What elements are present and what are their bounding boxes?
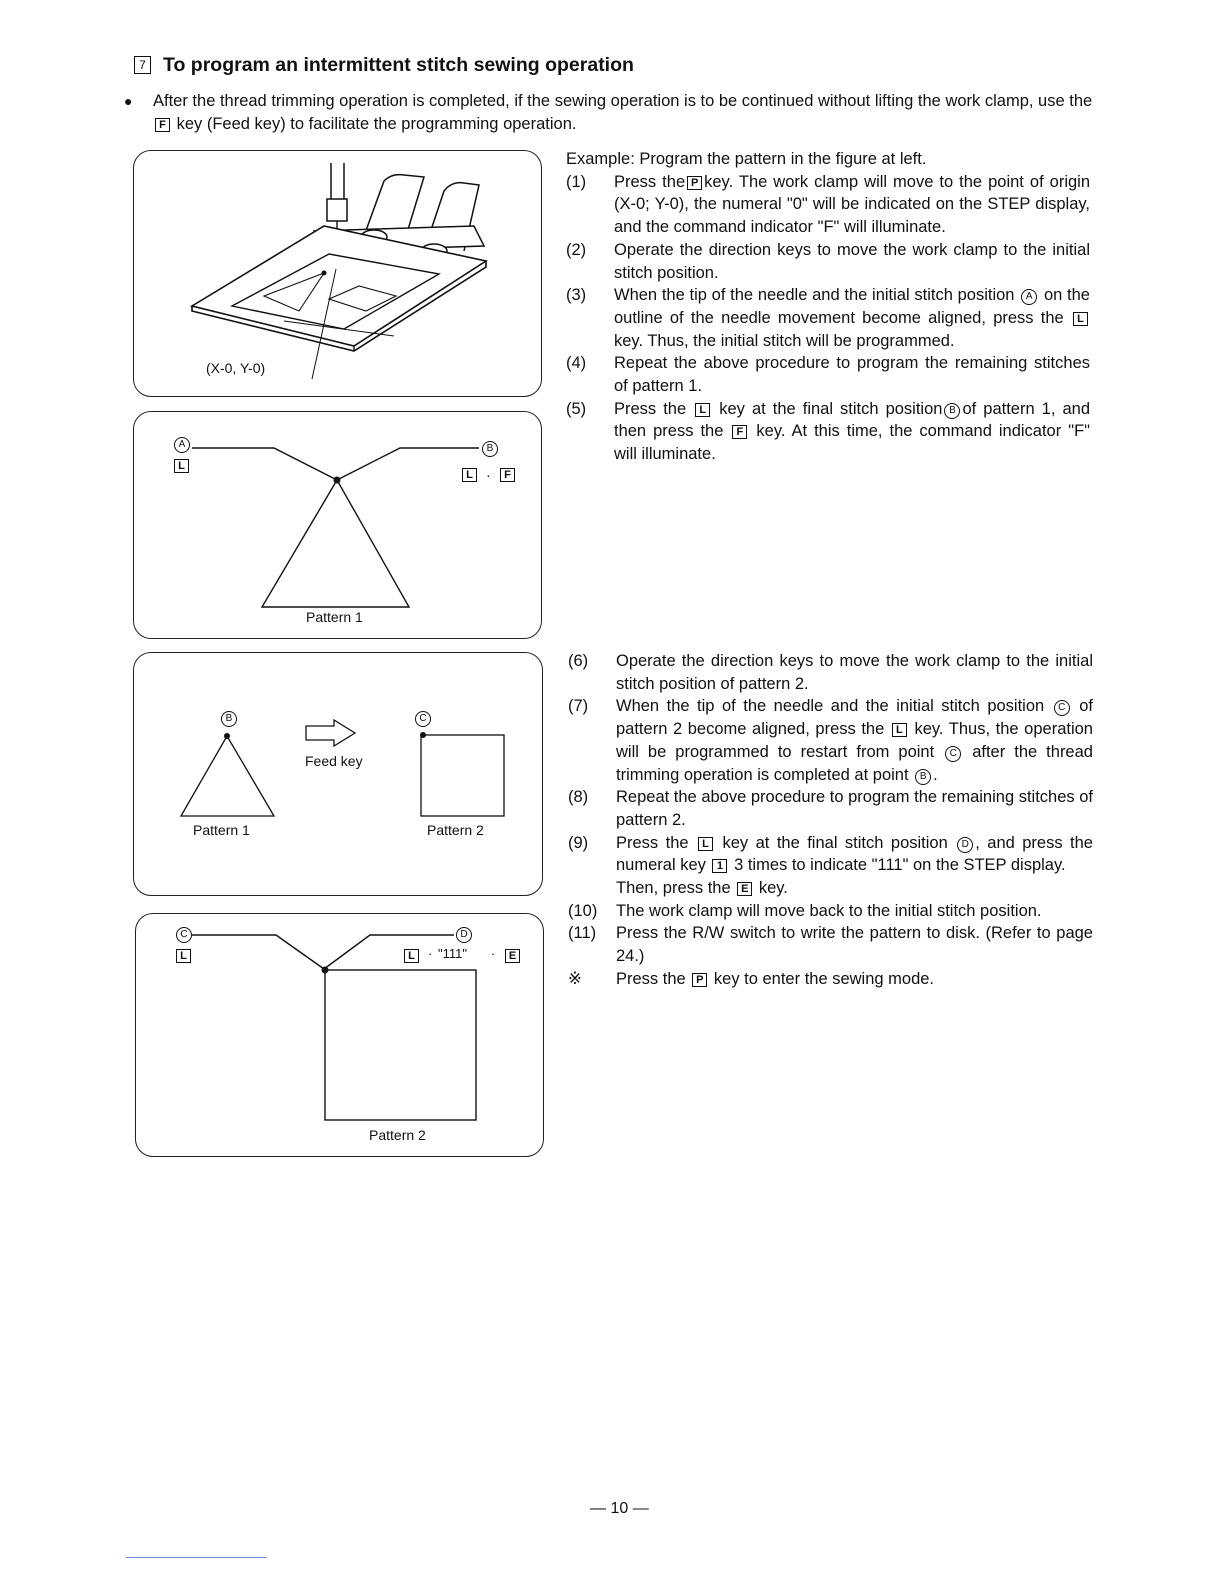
step-text: When the tip of the needle and the initial stitch position [616, 697, 1045, 716]
machine-illustration [134, 151, 541, 396]
feed-key-label: Feed key [305, 753, 363, 769]
step-text: key. Thus, the initial stitch will be programmed. [614, 331, 955, 350]
step-11 [568, 922, 1093, 967]
step-text: key. [758, 879, 788, 898]
section-number: 7 [134, 56, 151, 74]
steps-block-1 [566, 148, 1090, 466]
step-number: (4) [566, 354, 587, 373]
step-7 [568, 695, 1093, 786]
point-d-marker: D [456, 927, 472, 943]
step-9 [568, 832, 1093, 900]
intro-paragraph [124, 90, 1104, 136]
step-3 [566, 284, 1090, 352]
step-text: The work clamp will move back to the initial stitch position. [616, 901, 1042, 920]
step-text: Then, press the [616, 879, 731, 898]
point-c-marker: C [1054, 700, 1070, 716]
l-key-icon: L [695, 403, 710, 417]
step-number: (7) [568, 697, 589, 716]
feed-key-diagram [134, 653, 542, 895]
figure-machine [133, 150, 542, 397]
step-text: . [933, 765, 938, 784]
pattern2-caption: Pattern 2 [427, 822, 484, 838]
step-text: Press the [614, 399, 687, 418]
origin-label: (X-0, Y-0) [206, 360, 266, 376]
note [568, 968, 1093, 991]
section-heading [134, 54, 634, 77]
l-key-icon: L [462, 468, 477, 482]
point-d-marker: D [957, 837, 973, 853]
step-text: key at the final stitch position [722, 833, 948, 852]
feed-key-icon: F [155, 118, 170, 132]
f-key-icon: F [500, 468, 515, 482]
pattern2-square [325, 970, 476, 1120]
step-number: (1) [566, 172, 587, 191]
step-text: after the thread trimming operation is completed at point [616, 742, 1093, 784]
step-text: Press the [614, 172, 686, 191]
step-4 [566, 352, 1090, 397]
step-text: 3 times to indicate "111" on the STEP display. [734, 856, 1066, 875]
point-b-marker: B [482, 441, 498, 457]
step-number: (6) [568, 652, 589, 670]
step-8 [568, 786, 1093, 831]
step-10 [568, 900, 1093, 923]
step-text: Press the [616, 969, 686, 988]
pattern1-caption: Pattern 1 [306, 609, 363, 625]
step-number: (11) [568, 924, 597, 943]
step-text: key. The work clamp will move to the point of origin (X-0; Y-0), the numeral "0" will be indicated on the STEP display, and the command indicator "F" will illuminate. [614, 172, 1091, 237]
separator-dot: · [486, 467, 491, 483]
step-number: (5) [566, 399, 587, 418]
point-c-marker: C [176, 927, 192, 943]
step-number: (9) [568, 833, 589, 852]
pattern1-line-left [192, 448, 337, 480]
step-text: When the tip of the needle and the initial stitch position [614, 286, 1015, 305]
step-number: (8) [568, 788, 589, 807]
page-number: — 10 — [590, 1500, 649, 1517]
step-2 [566, 239, 1090, 284]
pattern2-line-left [192, 935, 324, 969]
intro-text-before: After the thread trimming operation is completed, if the sewing operation is to be continued without lifting the work clamp, use the [153, 92, 1093, 110]
step-text: on the outline of the needle movement become aligned, press the [614, 286, 1090, 327]
step-text: Press the R/W switch to write the pattern to disk. (Refer to page 24.) [616, 924, 1093, 966]
l-key-icon: L [892, 723, 907, 737]
figure-pattern2 [135, 913, 544, 1157]
intro-text-after: key (Feed key) to facilitate the programming operation. [176, 115, 577, 133]
e-key-icon: E [505, 949, 520, 963]
section-title: To program an intermittent stitch sewing operation [163, 54, 634, 76]
step-text: Operate the direction keys to move the work clamp to the initial stitch position. [614, 240, 1090, 282]
feed-arrow-icon [306, 720, 355, 746]
step-text: of pattern 2 become aligned, press the [616, 697, 1093, 739]
figure-feed-key [133, 652, 543, 896]
step-number: (2) [566, 240, 587, 259]
figure-pattern1 [133, 411, 542, 639]
numeral-1-key-icon: 1 [712, 859, 727, 873]
step-text: key. At this time, the command indicator "F" will illuminate. [614, 422, 1091, 464]
pattern1-small-triangle [181, 736, 274, 816]
step-number: (10) [568, 901, 598, 920]
point-b-marker: B [915, 769, 931, 785]
l-key-icon: L [176, 949, 191, 963]
pattern1-diagram [134, 412, 541, 638]
step-1 [566, 171, 1090, 239]
step-6 [568, 650, 1093, 695]
pattern1-triangle [262, 480, 409, 607]
point-a-marker: A [174, 437, 190, 453]
f-key-icon: F [732, 425, 747, 439]
pattern2-caption: Pattern 2 [369, 1127, 426, 1143]
step-text: key at the final stitch position [719, 399, 943, 418]
p-key-icon: P [692, 973, 707, 987]
example-line: Example: Program the pattern in the figure at left. [566, 150, 927, 168]
step-text: key. Thus, the operation will be programmed to restart from point [616, 720, 1093, 761]
l-key-icon: L [404, 949, 419, 963]
point-b-marker: B [221, 711, 237, 727]
step-display-value: "111" [438, 946, 467, 961]
l-key-icon: L [174, 459, 189, 473]
point-b-marker: B [944, 403, 960, 419]
step-text: key to enter the sewing mode. [713, 969, 935, 988]
step-text: of pattern 1, and then press the [614, 399, 1090, 441]
pattern1-vertex [334, 477, 341, 484]
pattern2-diagram [136, 914, 543, 1156]
pattern2-vertex [322, 967, 329, 974]
p-key-icon: P [687, 176, 702, 190]
pattern2-line-right [324, 935, 454, 969]
separator-dot: · [428, 946, 433, 961]
step-text: Press the [616, 833, 689, 852]
step-number: (3) [566, 286, 587, 305]
bottom-rule [126, 1557, 267, 1558]
point-c-marker: C [415, 711, 431, 727]
step-text: Repeat the above procedure to program the remaining stitches of pattern 1. [614, 354, 1090, 396]
point-a-marker: A [1021, 289, 1037, 305]
separator-dot: · [491, 946, 496, 961]
step-text: , and press the numeral key [616, 833, 1093, 875]
l-key-icon: L [698, 837, 713, 851]
step-text: Operate the direction keys to move the work clamp to the initial stitch position of pattern 2. [616, 652, 1093, 693]
steps-block-2 [568, 650, 1093, 991]
note-mark-icon: ※ [568, 969, 582, 988]
point-c-marker: C [945, 746, 961, 762]
bullet-icon: ● [124, 93, 133, 109]
step-text: Repeat the above procedure to program the remaining stitches of pattern 2. [616, 788, 1093, 829]
e-key-icon: E [737, 882, 752, 896]
pattern1-line-right [337, 448, 479, 480]
pattern2-small-square [421, 735, 504, 816]
step-5 [566, 398, 1090, 466]
l-key-icon: L [1073, 312, 1088, 326]
pattern1-caption: Pattern 1 [193, 822, 250, 838]
